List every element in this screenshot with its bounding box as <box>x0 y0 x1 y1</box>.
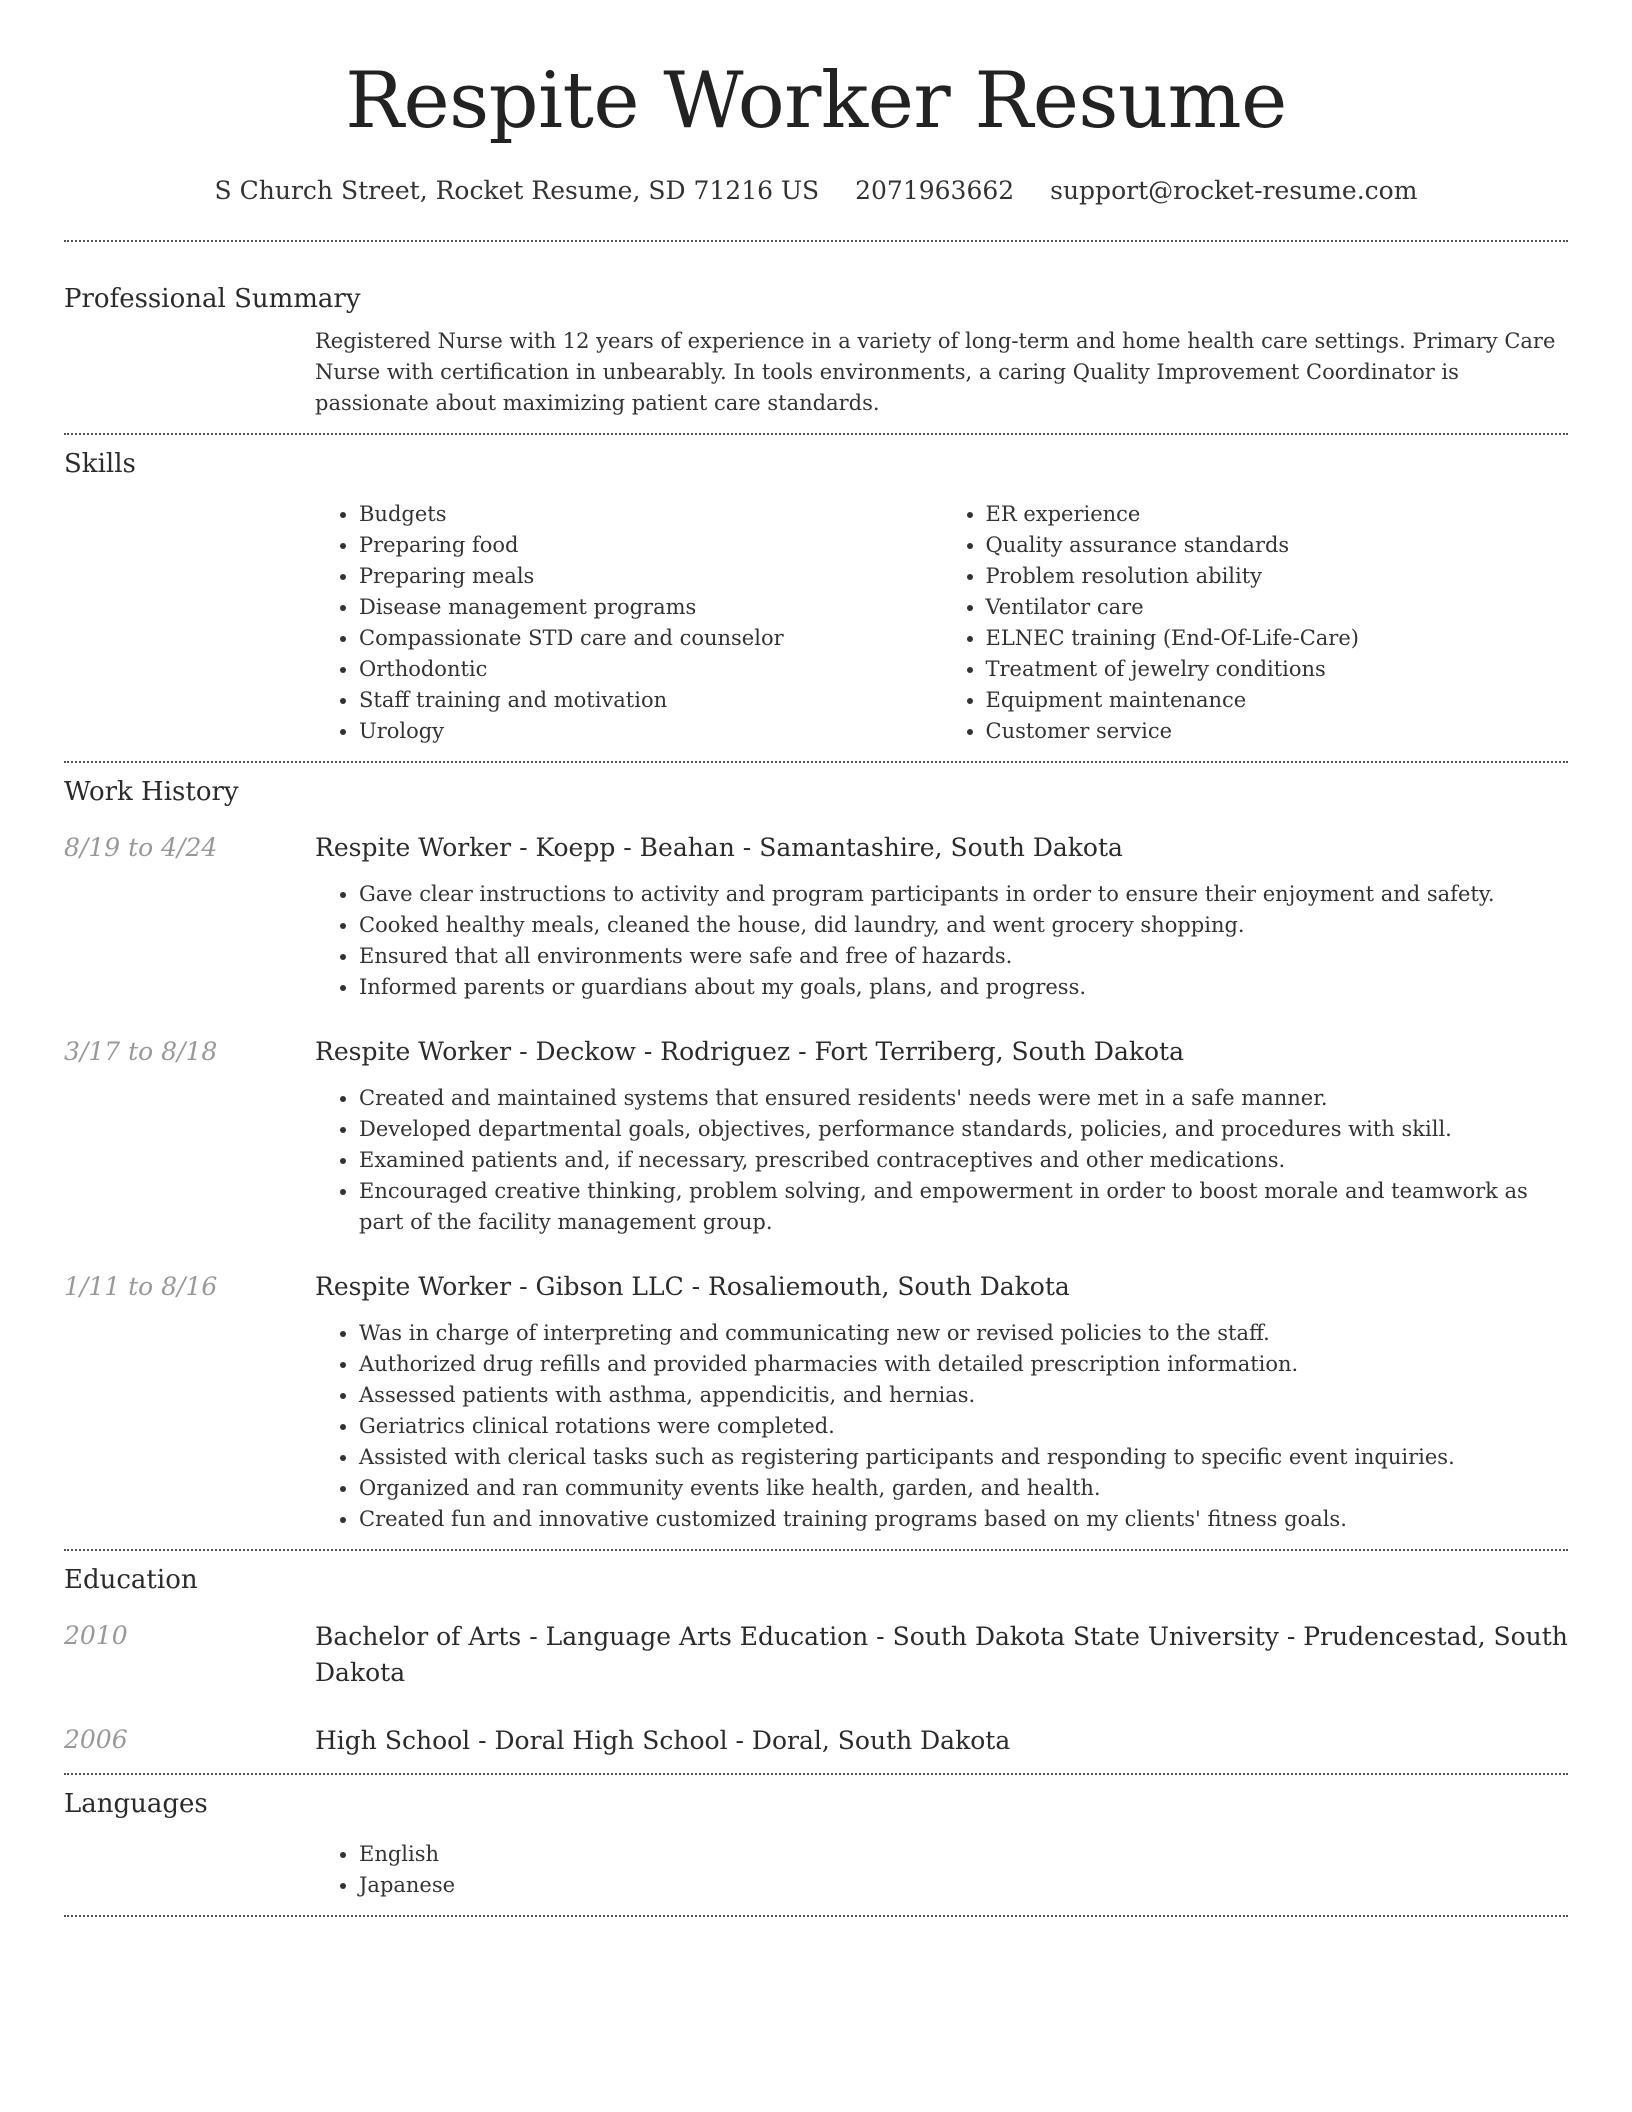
education-title: Bachelor of Arts - Language Arts Education - South Dakota State University - Prudencestad, South Dakota <box>315 1622 1568 1687</box>
job-dates: 8/19 to 4/24 <box>64 833 218 862</box>
job-title: Respite Worker - Deckow - Rodriguez - Fort Terriberg, South Dakota <box>315 1037 1185 1066</box>
skill-item: • Urology <box>359 716 942 747</box>
education-section <box>64 1551 1568 1773</box>
contact-phone: 2071963662 <box>855 176 1015 205</box>
duty-item: • Ensured that all environments were safe and free of hazards. <box>359 941 1568 972</box>
job-title: Respite Worker - Koepp - Beahan - Samantashire, South Dakota <box>315 833 1123 862</box>
job-entry <box>64 1035 1568 1238</box>
languages-heading: Languages <box>64 1789 208 1819</box>
skills-columns <box>315 499 1568 761</box>
job-duties <box>315 879 1568 1003</box>
duty-item: • Informed parents or guardians about my goals, plans, and progress. <box>359 972 1568 1003</box>
skill-item: • Quality assurance standards <box>986 530 1569 561</box>
skill-item: • Ventilator care <box>986 592 1569 623</box>
skills-list-left <box>315 499 942 747</box>
contact-email: support@rocket-resume.com <box>1050 176 1418 205</box>
education-title: High School - Doral High School - Doral, South Dakota <box>315 1726 1011 1755</box>
language-item: • Japanese <box>359 1870 1568 1901</box>
resume-page <box>64 0 1568 1917</box>
job-dates: 1/11 to 8/16 <box>64 1272 218 1301</box>
education-heading: Education <box>64 1565 198 1595</box>
languages-section <box>64 1775 1568 1915</box>
job-duties <box>315 1318 1568 1535</box>
job-duties <box>315 1083 1568 1238</box>
job-dates: 3/17 to 8/18 <box>64 1037 218 1066</box>
job-entry <box>64 1270 1568 1549</box>
job-entry <box>64 831 1568 1003</box>
duty-item: • Geriatrics clinical rotations were completed. <box>359 1411 1568 1442</box>
duty-item: • Encouraged creative thinking, problem solving, and empowerment in order to boost morale and teamwork as part of the facility management group. <box>359 1176 1568 1238</box>
skill-item: • Customer service <box>986 716 1569 747</box>
duty-item: • Organized and ran community events like health, garden, and health. <box>359 1473 1568 1504</box>
duty-item: • Authorized drug refills and provided pharmacies with detailed prescription information. <box>359 1349 1568 1380</box>
language-item: • English <box>359 1839 1568 1870</box>
education-year: 2006 <box>64 1725 128 1754</box>
skills-section <box>64 435 1568 761</box>
skill-item: • Preparing meals <box>359 561 942 592</box>
duty-item: • Developed departmental goals, objectives, performance standards, policies, and procedures with skill. <box>359 1114 1568 1145</box>
duty-item: • Cooked healthy meals, cleaned the house, did laundry, and went grocery shopping. <box>359 910 1568 941</box>
job-title: Respite Worker - Gibson LLC - Rosaliemouth, South Dakota <box>315 1272 1070 1301</box>
education-year: 2010 <box>64 1621 128 1650</box>
skill-item: • ELNEC training (End-Of-Life-Care) <box>986 623 1569 654</box>
duty-item: • Assessed patients with asthma, appendicitis, and hernias. <box>359 1380 1568 1411</box>
duty-item: • Assisted with clerical tasks such as registering participants and responding to specific event inquiries. <box>359 1442 1568 1473</box>
duty-item: • Was in charge of interpreting and communicating new or revised policies to the staff. <box>359 1318 1568 1349</box>
skill-item: • Preparing food <box>359 530 942 561</box>
summary-text: Registered Nurse with 12 years of experience in a variety of long-term and home health care settings. Primary Care Nurse with certification in unbearably. In tools environments, a caring Quality Improvement Coordinator is passionate about maximizing patient care standards. <box>315 329 1556 415</box>
skill-item: • Budgets <box>359 499 942 530</box>
skill-item: • Staff training and motivation <box>359 685 942 716</box>
skill-item: • Problem resolution ability <box>986 561 1569 592</box>
languages-content <box>315 1839 1568 1915</box>
contact-line <box>64 176 1568 206</box>
skills-list-right <box>942 499 1569 747</box>
skill-item: • Equipment maintenance <box>986 685 1569 716</box>
skill-item: • ER experience <box>986 499 1569 530</box>
duty-item: • Examined patients and, if necessary, prescribed contraceptives and other medications. <box>359 1145 1568 1176</box>
work-heading: Work History <box>64 777 239 807</box>
summary-section <box>64 242 1568 433</box>
skills-heading: Skills <box>64 449 136 479</box>
skill-item: • Compassionate STD care and counselor <box>359 623 942 654</box>
education-entry <box>64 1723 1568 1773</box>
contact-address: S Church Street, Rocket Resume, SD 71216 US <box>214 176 820 205</box>
duty-item: • Created and maintained systems that ensured residents' needs were met in a safe manner. <box>359 1083 1568 1114</box>
education-entry <box>64 1619 1568 1691</box>
skill-item: • Orthodontic <box>359 654 942 685</box>
summary-content <box>315 326 1568 433</box>
summary-heading: Professional Summary <box>64 284 361 314</box>
resume-header <box>64 0 1568 206</box>
resume-title: Respite Worker Resume <box>345 56 1287 146</box>
skill-item: • Treatment of jewelry conditions <box>986 654 1569 685</box>
skill-item: • Disease management programs <box>359 592 942 623</box>
divider <box>64 1915 1568 1917</box>
duty-item: • Gave clear instructions to activity and program participants in order to ensure their enjoyment and safety. <box>359 879 1568 910</box>
duty-item: • Created fun and innovative customized training programs based on my clients' fitness goals. <box>359 1504 1568 1535</box>
work-section <box>64 763 1568 1549</box>
